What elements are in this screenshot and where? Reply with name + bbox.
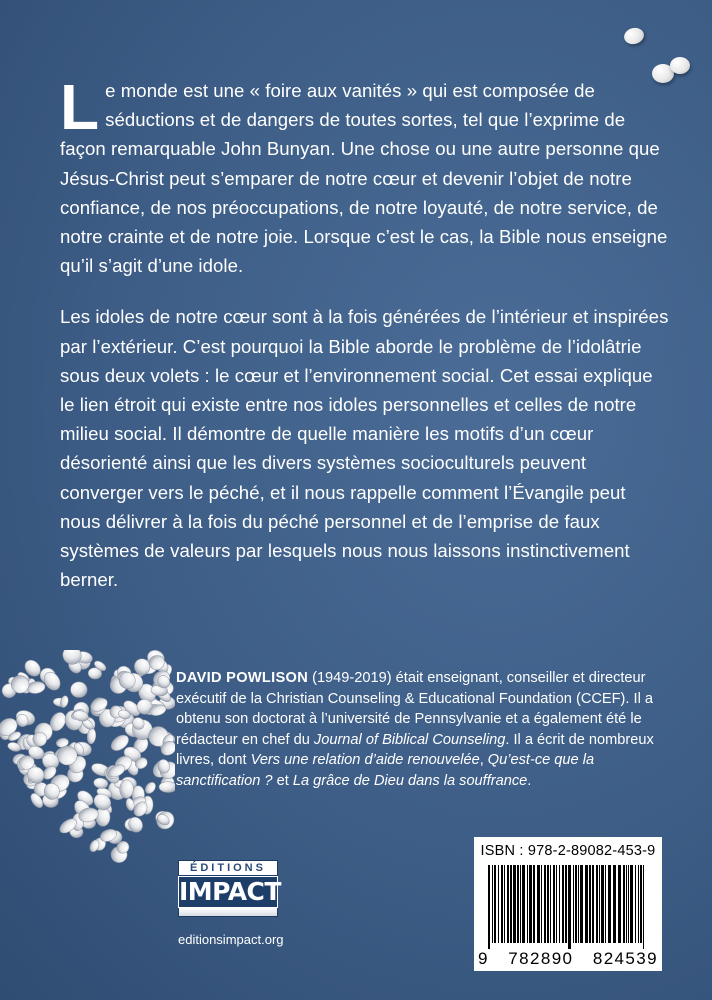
isbn-barcode-box <box>474 837 662 971</box>
blurb-paragraph-1: Le monde est une « foire aux vanités » qui est composée de séductions et de dangers de toutes sortes, tel que l’exprime de façon remarquable John Bunyan. Une chose ou une autre personne que Jésus-Christ peut s’emparer de notre cœur et devenir l’objet de notre confiance, de nos préoccupations, de notre loyauté, de notre service, de notre crainte et de notre joie. Lorsque c’est le cas, la Bible nous enseigne qu’il s’agit d’une idole. <box>60 71 668 277</box>
logo-editions-label: ÉDITIONS <box>178 860 278 876</box>
publisher-logo <box>178 860 281 917</box>
book-title: Vers une relation d’aide renouvelée <box>250 752 480 769</box>
isbn-digit-group: 9 <box>478 949 489 968</box>
blurb-paragraph-2: Les idoles de notre cœur sont à la fois générées de l’intérieur et inspirées par l’extérieur. C’est pourquoi la Bible aborde le problème de l’idolâtrie sous deux volets : le cœur et l’environnement social. Cet essai explique le lien étroit qui existe entre nos idoles personnelles et celles de notre milieu social. Il démontre de quelle manière les motifs d’un cœur désorienté ainsi que les divers systèmes socioculturels peuvent converger vers le péché, et il nous rappelle comment l’Évangile peut nous délivrer à la fois du péché personnel et de l’emprise de faux systèmes de valeurs par lesquels nous nous laissons instinctivement berner. <box>60 306 669 591</box>
pill-decoration <box>670 57 690 74</box>
drop-cap: L <box>60 71 100 143</box>
barcode-graphic <box>488 865 648 949</box>
open-book-icon <box>178 908 278 917</box>
author-bio: DAVID POWLISON (1949-2019) était enseignant, conseiller et directeur exécutif de la Christian Counseling & Educational Foundation (CCEF). Il a obtenu son doctorat à l’université de Pennsylvanie et a également été le rédacteur en chef du Journal of Biblical Counseling. Il a écrit de nombreux livres, dont Vers une relation d’aide renouvelée, Qu’est-ce que la sanctification ? et La grâce de Dieu dans la souffrance. <box>176 670 654 789</box>
book-title: La grâce de Dieu dans la souffrance <box>292 772 528 789</box>
journal-title: Journal of Biblical Counseling <box>313 731 506 748</box>
pill-heart-image <box>0 650 175 980</box>
pill-decoration <box>622 26 645 47</box>
author-name: DAVID POWLISON <box>176 670 309 686</box>
publisher-website: editionsimpact.org <box>178 932 284 947</box>
isbn-label: ISBN : 978-2-89082-453-9 <box>480 843 656 859</box>
isbn-digits <box>478 949 658 969</box>
blurb-text <box>60 71 670 616</box>
book-title: Qu’est-ce que la sanctification ? <box>176 752 595 789</box>
isbn-digit-group: 824539 <box>592 949 658 968</box>
isbn-digit-group: 782890 <box>508 949 574 968</box>
logo-impact-label: IMPACT <box>179 877 281 906</box>
